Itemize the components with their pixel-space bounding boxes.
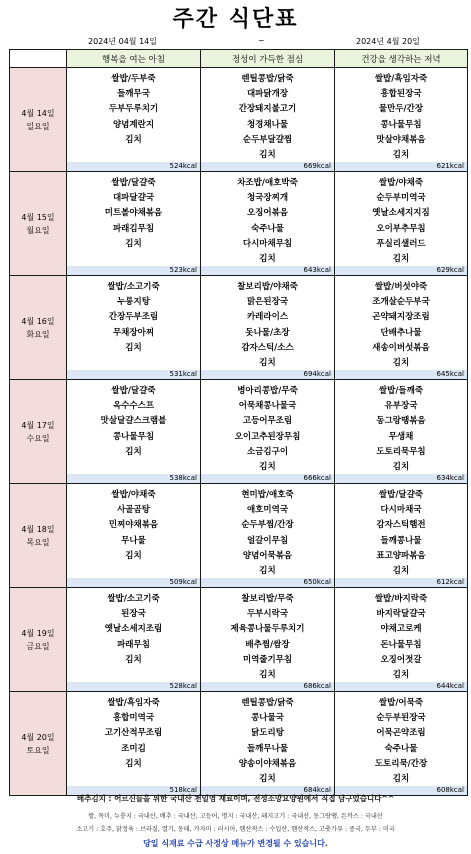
menu-item: 다시마채국	[380, 505, 422, 516]
menu-item: 제육콩나물두루치기	[230, 624, 305, 635]
date-range	[0, 36, 471, 48]
menu-item: 청경채나물	[246, 119, 289, 130]
menu-item: 순두부찜/간장	[241, 520, 294, 531]
menu-item: 옛날소세지조림	[104, 624, 163, 635]
menu-item: 김치	[125, 654, 142, 665]
meal-cell-lunch	[201, 68, 335, 172]
day-label	[10, 692, 67, 796]
menu-item: 병아리콩밥/무죽	[237, 386, 298, 396]
meal-items	[201, 588, 334, 683]
day-date: 4월 15일	[21, 212, 55, 222]
day-date: 4월 14일	[21, 108, 55, 118]
menu-item: 고기산적무조림	[104, 728, 163, 739]
menu-item: 대파닭개장	[246, 89, 289, 100]
menu-item: 두부두루치기	[108, 104, 159, 115]
menu-item: 청국장찌개	[246, 193, 289, 204]
menu-item: 쌀밥/들깨죽	[378, 386, 424, 396]
kcal-label: 524kcal	[67, 162, 200, 171]
menu-item: 표고양파볶음	[376, 550, 426, 561]
menu-item: 흥합미역국	[112, 713, 155, 724]
day-date: 4월 18일	[21, 524, 55, 534]
menu-item: 김치	[125, 238, 142, 249]
menu-item: 찰보리밥/야채죽	[237, 282, 298, 292]
menu-item: 김치	[259, 149, 276, 160]
meal-cell-lunch	[201, 172, 335, 276]
menu-item: 양송이야채볶음	[238, 758, 297, 769]
origin-line-2: 소고기 : 호주, 닭정육 : 브라질, 열기, 동태, 가자미 : 러시아, 햄산적스 : 수입산, 햄산적스, 고춧가루 : 중국, 두부 : 미국	[76, 826, 395, 833]
date-end: 2024년 4월 20일	[356, 37, 420, 46]
menu-item: 조미김	[121, 743, 146, 754]
menu-item: 파래김무침	[112, 223, 155, 234]
day-label	[10, 68, 67, 172]
menu-item: 김치	[392, 565, 410, 576]
meal-items	[335, 588, 467, 683]
meal-cell-dinner	[335, 484, 468, 588]
menu-item: 얼갈이무침	[246, 535, 289, 546]
menu-item: 숙주나물	[251, 223, 284, 234]
meal-cell-dinner	[335, 172, 468, 276]
menu-item: 김치	[392, 669, 410, 680]
day-weekday: 화요일	[26, 329, 50, 339]
menu-item: 새송이버섯볶음	[372, 342, 430, 353]
day-weekday: 목요일	[26, 537, 50, 547]
day-weekday: 수요일	[26, 433, 50, 443]
menu-item: 김치	[392, 149, 410, 160]
menu-item: 어묵곤약조림	[376, 728, 426, 739]
header-breakfast: 행복을 여는 아침	[67, 50, 201, 68]
kcal-label: 643kcal	[201, 266, 334, 275]
menu-item: 쌀밥/달걀죽	[111, 178, 156, 188]
menu-item: 돈나물무침	[380, 639, 422, 650]
kcal-label: 528kcal	[67, 682, 200, 691]
kcal-label: 518kcal	[67, 786, 200, 795]
origin-line-1: 쌀, 목미, 누룽지 : 국내산, 배추 : 국내산, 고등어, 명지 : 국내산, 돼지고기 : 국내산, 동그랑땡, 돈까스 : 국내산	[88, 813, 383, 820]
menu-item: 바지락달걀국	[376, 609, 426, 620]
meal-cell-breakfast	[67, 692, 201, 796]
meal-items	[201, 692, 334, 787]
kcal-label: 612kcal	[335, 578, 467, 587]
day-date: 4월 19일	[21, 628, 55, 638]
menu-item: 옥수수스프	[112, 401, 155, 412]
header-row	[10, 50, 468, 68]
menu-item: 감자스틱/소스	[241, 342, 294, 353]
meal-cell-lunch	[201, 484, 335, 588]
menu-item: 김치	[259, 669, 276, 680]
menu-item: 쌀밥/어묵죽	[378, 698, 424, 708]
menu-item: 김치	[125, 550, 142, 561]
menu-item: 민찌야채볶음	[108, 520, 159, 531]
menu-item: 누룽지탕	[117, 297, 150, 308]
menu-item: 맛살야채볶음	[376, 134, 426, 145]
menu-item: 배추찜/쌈장	[245, 639, 290, 650]
menu-item: 쌀밥/두부죽	[111, 74, 156, 84]
kimchi-note: 배추김치 : 어르신들을 위한 국내산 천일염 재료이며, 전성소망요양원에서 직접 담구었습니다^^	[76, 794, 395, 803]
menu-item: 다시마채무침	[242, 238, 293, 249]
menu-item: 어묵채콩나물국	[238, 401, 297, 412]
menu-item: 양념어묵볶음	[242, 550, 293, 561]
menu-item: 무나물	[121, 535, 146, 546]
menu-item: 쌀밥/소고기죽	[107, 282, 160, 292]
day-row	[10, 68, 468, 172]
kcal-label: 650kcal	[201, 578, 334, 587]
menu-item: 쌀밥/흑임자죽	[374, 74, 428, 84]
menu-item: 김치	[392, 773, 410, 784]
menu-item: 맛살달걀스크램블	[100, 416, 167, 427]
date-start: 2024년 04월 14일	[88, 37, 157, 46]
kcal-label: 644kcal	[335, 682, 467, 691]
day-row	[10, 276, 468, 380]
meal-items	[201, 68, 334, 163]
kcal-label: 694kcal	[201, 370, 334, 379]
meal-cell-breakfast	[67, 276, 201, 380]
menu-item: 김치	[125, 446, 142, 457]
menu-item: 물만두/간장	[378, 104, 424, 115]
meal-cell-breakfast	[67, 172, 201, 276]
meal-cell-lunch	[201, 380, 335, 484]
menu-item: 찰보리밥/무죽	[241, 594, 294, 604]
kcal-label: 645kcal	[335, 370, 467, 379]
menu-item: 렌틸콩밥/닭죽	[241, 698, 294, 708]
menu-item: 야채고로케	[380, 624, 422, 635]
menu-item: 사골곰탕	[117, 505, 150, 516]
meal-items	[335, 484, 467, 579]
day-date: 4월 17일	[21, 420, 55, 430]
menu-item: 곤약돼지장조림	[372, 312, 430, 323]
meal-cell-dinner	[335, 380, 468, 484]
meal-items	[67, 380, 200, 460]
menu-item: 소금김구이	[246, 446, 289, 457]
day-row	[10, 588, 468, 692]
menu-item: 맑은된장국	[246, 297, 289, 308]
menu-item: 숙주나물	[384, 743, 418, 754]
menu-item: 유부장국	[384, 401, 418, 412]
day-label	[10, 588, 67, 692]
meal-cell-dinner	[335, 692, 468, 796]
menu-item: 두부시락국	[246, 609, 289, 620]
header-dinner: 건강을 생각하는 저녁	[335, 50, 468, 68]
day-weekday: 월요일	[26, 225, 50, 235]
menu-item: 파래무침	[117, 639, 150, 650]
menu-item: 간장돼지불고기	[238, 104, 297, 115]
meal-items	[67, 172, 200, 252]
menu-item: 닭도리탕	[251, 728, 284, 739]
kcal-label: 686kcal	[201, 682, 334, 691]
meal-cell-breakfast	[67, 484, 201, 588]
meal-items	[335, 68, 467, 163]
kcal-label: 531kcal	[67, 370, 200, 379]
day-row	[10, 172, 468, 276]
menu-item: 대파달걀국	[112, 193, 155, 204]
menu-item: 콩나물국	[251, 713, 284, 724]
meal-items	[201, 172, 334, 267]
day-row	[10, 484, 468, 588]
weekly-menu-table	[9, 49, 468, 796]
meal-items	[335, 692, 467, 787]
menu-item: 미역줄기무침	[242, 654, 293, 665]
menu-item: 감자스틱햄전	[376, 520, 426, 531]
menu-item: 흥합된장국	[380, 89, 422, 100]
menu-item: 양념계란지	[112, 119, 155, 130]
menu-item: 오징어볶음	[246, 208, 289, 219]
menu-item: 도토리묵/간장	[374, 758, 428, 769]
meal-items	[201, 484, 334, 579]
meal-items	[67, 588, 200, 668]
menu-item: 오징어젓갈	[380, 654, 422, 665]
day-date: 4월 16일	[21, 316, 55, 326]
menu-item: 김치	[392, 357, 410, 368]
day-label	[10, 380, 67, 484]
menu-item: 김치	[125, 758, 142, 769]
day-label	[10, 276, 67, 380]
meal-items	[201, 276, 334, 371]
day-label	[10, 484, 67, 588]
meal-cell-dinner	[335, 276, 468, 380]
menu-item: 콩나물무침	[112, 431, 155, 442]
meal-items	[67, 68, 200, 148]
meal-items	[67, 484, 200, 564]
menu-item: 쌀밥/달걀죽	[378, 490, 424, 500]
menu-item: 동그랑땡볶음	[376, 416, 426, 427]
kcal-label: 629kcal	[335, 266, 467, 275]
menu-item: 간장두부조림	[108, 312, 159, 323]
meal-cell-lunch	[201, 692, 335, 796]
menu-item: 들깨콩나물	[380, 535, 422, 546]
kcal-label: 509kcal	[67, 578, 200, 587]
menu-item: 쌀밥/버섯야죽	[374, 282, 428, 292]
menu-item: 무생채	[388, 431, 414, 442]
meal-cell-breakfast	[67, 588, 201, 692]
day-row	[10, 380, 468, 484]
menu-item: 들깨무국	[117, 89, 150, 100]
menu-change-warning: 당일 식재료 수급 사정상 메뉴가 변경될 수 있습니다.	[143, 839, 328, 848]
kcal-label: 538kcal	[67, 474, 200, 483]
menu-item: 차조밥/애호박죽	[237, 178, 298, 188]
menu-item: 현미밥/애호죽	[241, 490, 294, 500]
menu-item: 쌀밥/달걀죽	[111, 386, 156, 396]
menu-item: 돗나물/초장	[245, 327, 290, 338]
menu-item: 된장국	[121, 609, 146, 620]
day-weekday: 토요일	[26, 745, 50, 755]
meal-cell-dinner	[335, 588, 468, 692]
meal-items	[335, 172, 467, 267]
menu-item: 미트볼야채볶음	[104, 208, 163, 219]
meal-cell-lunch	[201, 276, 335, 380]
menu-item: 쌀밥/소고기죽	[107, 594, 160, 604]
meal-items	[335, 276, 467, 371]
kcal-label: 608kcal	[335, 786, 467, 795]
menu-item: 오이부추무침	[376, 223, 426, 234]
meal-items	[335, 380, 467, 475]
day-label	[10, 172, 67, 276]
meal-cell-breakfast	[67, 380, 201, 484]
menu-item: 조개살순두부국	[372, 297, 430, 308]
menu-item: 순두부미역국	[376, 193, 426, 204]
day-weekday: 일요일	[26, 121, 50, 131]
meal-items	[67, 692, 200, 772]
menu-item: 도토리묵무침	[376, 446, 426, 457]
menu-item: 카레라이스	[246, 312, 289, 323]
menu-item: 김치	[259, 565, 276, 576]
header-lunch: 정성이 가득한 점심	[201, 50, 335, 68]
menu-item: 무채장아찌	[112, 327, 155, 338]
day-row	[10, 692, 468, 796]
menu-item: 김치	[392, 253, 410, 264]
menu-item: 김치	[392, 461, 410, 472]
menu-item: 애호미역국	[246, 505, 289, 516]
date-separator: ~	[258, 36, 265, 45]
origin-info	[0, 810, 471, 836]
menu-item: 쌀밥/야채죽	[378, 178, 424, 188]
meal-cell-lunch	[201, 588, 335, 692]
day-date: 4월 20일	[21, 732, 55, 742]
day-weekday: 금요일	[26, 641, 50, 651]
kcal-label: 634kcal	[335, 474, 467, 483]
menu-item: 푸실리샐러드	[376, 238, 426, 249]
menu-item: 김치	[259, 357, 276, 368]
menu-item: 옛날소세지지짐	[372, 208, 430, 219]
menu-item: 들깨무나물	[246, 743, 289, 754]
menu-item: 김치	[259, 773, 276, 784]
menu-item: 쌀밥/바지락죽	[374, 594, 428, 604]
meal-cell-breakfast	[67, 68, 201, 172]
menu-item: 쌀밥/흑임자죽	[107, 698, 160, 708]
menu-item: 고등어무조림	[242, 416, 293, 427]
meal-items	[201, 380, 334, 475]
menu-item: 쌀밥/야채죽	[111, 490, 156, 500]
header-corner	[10, 50, 67, 68]
menu-item: 김치	[259, 461, 276, 472]
menu-body	[10, 68, 468, 796]
menu-item: 김치	[125, 342, 142, 353]
kcal-label: 669kcal	[201, 162, 334, 171]
kcal-label: 621kcal	[335, 162, 467, 171]
kcal-label: 523kcal	[67, 266, 200, 275]
menu-item: 렌틸콩밥/닭죽	[241, 74, 294, 84]
page-title: 주간 식단표	[172, 7, 299, 32]
menu-item: 순두부달걀찜	[242, 134, 293, 145]
kcal-label: 684kcal	[201, 786, 334, 795]
kcal-label: 666kcal	[201, 474, 334, 483]
meal-cell-dinner	[335, 68, 468, 172]
meal-items	[67, 276, 200, 356]
menu-item: 오이고추된장무침	[234, 431, 301, 442]
menu-item: 콩나물무침	[380, 119, 422, 130]
menu-item: 김치	[125, 134, 142, 145]
menu-item: 단배추나물	[380, 327, 422, 338]
menu-item: 김치	[259, 253, 276, 264]
menu-item: 순두부된장국	[376, 713, 426, 724]
